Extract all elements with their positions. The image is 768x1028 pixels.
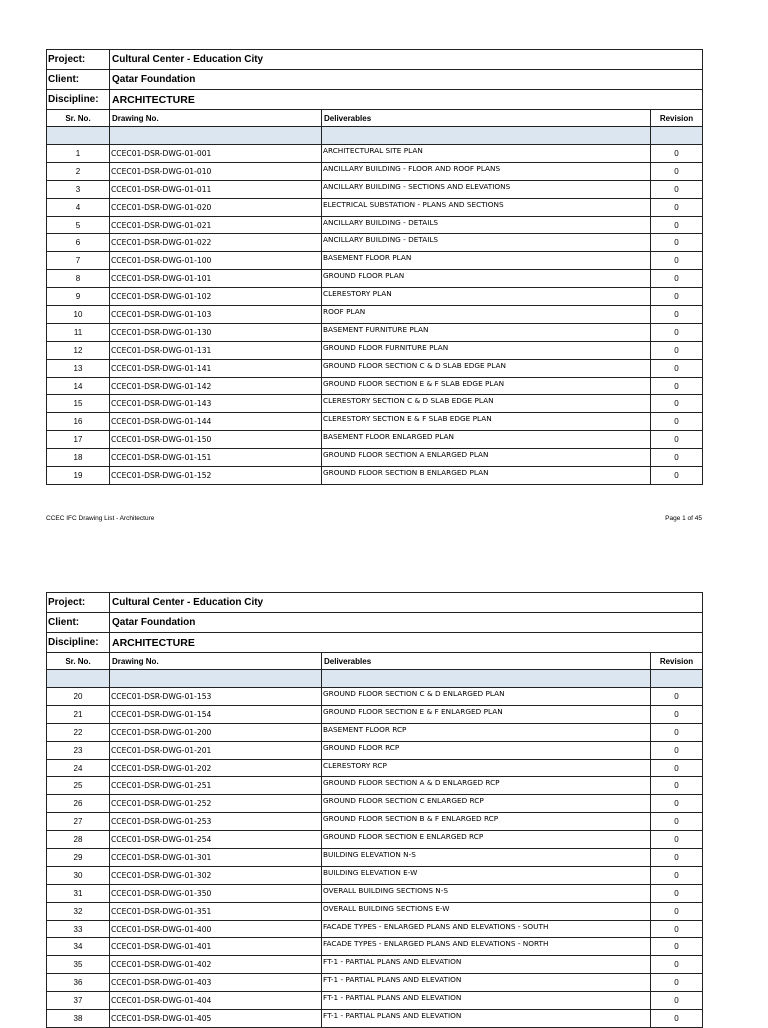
drawing-no-cell: CCEC01-DSR-DWG-01-144 — [110, 413, 322, 431]
table-row — [47, 956, 703, 974]
sr-no-cell: 11 — [47, 323, 110, 341]
table-row — [47, 252, 703, 270]
deliverable-cell: GROUND FLOOR SECTION E & F ENLARGED PLAN — [322, 705, 651, 723]
sr-no-cell: 2 — [47, 162, 110, 180]
table-row — [47, 145, 703, 163]
drawing-no-cell: CCEC01-DSR-DWG-01-130 — [110, 323, 322, 341]
table-row — [47, 849, 703, 867]
table-row — [47, 162, 703, 180]
drawing-no-cell: CCEC01-DSR-DWG-01-350 — [110, 884, 322, 902]
revision-cell: 0 — [651, 831, 703, 849]
sr-no-cell: 37 — [47, 992, 110, 1010]
table-row — [47, 974, 703, 992]
table-row — [47, 938, 703, 956]
drawing-no-cell: CCEC01-DSR-DWG-01-403 — [110, 974, 322, 992]
drawing-no-cell: CCEC01-DSR-DWG-01-400 — [110, 920, 322, 938]
deliverable-cell: GROUND FLOOR SECTION A & D ENLARGED RCP — [322, 777, 651, 795]
drawing-no-cell: CCEC01-DSR-DWG-01-103 — [110, 306, 322, 324]
drawing-no-cell: CCEC01-DSR-DWG-01-010 — [110, 162, 322, 180]
col-drawing-no: Drawing No. — [110, 110, 322, 127]
deliverable-cell: BUILDING ELEVATION N-S — [322, 849, 651, 867]
sr-no-cell: 36 — [47, 974, 110, 992]
drawing-list-page-1 — [46, 49, 702, 485]
deliverable-cell: BUILDING ELEVATION E-W — [322, 866, 651, 884]
table-row — [47, 831, 703, 849]
project-row — [47, 593, 703, 613]
revision-cell: 0 — [651, 723, 703, 741]
col-sr-no: Sr. No. — [47, 110, 110, 127]
table-row — [47, 449, 703, 467]
drawing-no-cell: CCEC01-DSR-DWG-01-011 — [110, 180, 322, 198]
drawing-no-cell: CCEC01-DSR-DWG-01-100 — [110, 252, 322, 270]
table-row — [47, 198, 703, 216]
column-header-row — [47, 110, 703, 127]
drawing-no-cell: CCEC01-DSR-DWG-01-102 — [110, 288, 322, 306]
col-revision: Revision — [651, 110, 703, 127]
sr-no-cell: 25 — [47, 777, 110, 795]
table-row — [47, 270, 703, 288]
revision-cell: 0 — [651, 180, 703, 198]
deliverable-cell: ANCILLARY BUILDING - SECTIONS AND ELEVATIONS — [322, 180, 651, 198]
col-drawing-no: Drawing No. — [110, 653, 322, 670]
sr-no-cell: 26 — [47, 795, 110, 813]
sr-no-cell: 1 — [47, 145, 110, 163]
table-row — [47, 705, 703, 723]
deliverable-cell: OVERALL BUILDING SECTIONS N-S — [322, 884, 651, 902]
table-row — [47, 467, 703, 485]
drawing-no-cell: CCEC01-DSR-DWG-01-153 — [110, 688, 322, 706]
discipline-value: ARCHITECTURE — [110, 90, 703, 110]
table-row — [47, 1010, 703, 1028]
sr-no-cell: 32 — [47, 902, 110, 920]
drawing-no-cell: CCEC01-DSR-DWG-01-143 — [110, 395, 322, 413]
revision-cell: 0 — [651, 992, 703, 1010]
client-row — [47, 613, 703, 633]
drawing-no-cell: CCEC01-DSR-DWG-01-301 — [110, 849, 322, 867]
sr-no-cell: 20 — [47, 688, 110, 706]
sr-no-cell: 22 — [47, 723, 110, 741]
revision-cell: 0 — [651, 1010, 703, 1028]
project-value: Cultural Center - Education City — [110, 50, 703, 70]
revision-cell: 0 — [651, 413, 703, 431]
drawing-no-cell: CCEC01-DSR-DWG-01-200 — [110, 723, 322, 741]
deliverable-cell: CLERESTORY SECTION C & D SLAB EDGE PLAN — [322, 395, 651, 413]
drawing-no-cell: CCEC01-DSR-DWG-01-252 — [110, 795, 322, 813]
revision-cell: 0 — [651, 795, 703, 813]
revision-cell: 0 — [651, 705, 703, 723]
table-row — [47, 234, 703, 252]
table-row — [47, 902, 703, 920]
deliverable-cell: FACADE TYPES - ENLARGED PLANS AND ELEVATIONS - SOUTH — [322, 920, 651, 938]
deliverable-cell: FACADE TYPES - ENLARGED PLANS AND ELEVATIONS - NORTH — [322, 938, 651, 956]
deliverable-cell: GROUND FLOOR SECTION C ENLARGED RCP — [322, 795, 651, 813]
deliverable-cell: ANCILLARY BUILDING - DETAILS — [322, 234, 651, 252]
revision-cell: 0 — [651, 777, 703, 795]
sr-no-cell: 24 — [47, 759, 110, 777]
drawing-no-cell: CCEC01-DSR-DWG-01-022 — [110, 234, 322, 252]
project-label: Project: — [47, 50, 110, 70]
deliverable-cell: GROUND FLOOR SECTION B ENLARGED PLAN — [322, 467, 651, 485]
sr-no-cell: 16 — [47, 413, 110, 431]
deliverable-cell: FT-1 - PARTIAL PLANS AND ELEVATION — [322, 992, 651, 1010]
sr-no-cell: 7 — [47, 252, 110, 270]
deliverable-cell: GROUND FLOOR RCP — [322, 741, 651, 759]
drawing-no-cell: CCEC01-DSR-DWG-01-001 — [110, 145, 322, 163]
discipline-label: Discipline: — [47, 90, 110, 110]
sr-no-cell: 19 — [47, 467, 110, 485]
revision-cell: 0 — [651, 849, 703, 867]
deliverable-cell: GROUND FLOOR SECTION A ENLARGED PLAN — [322, 449, 651, 467]
drawing-list-table — [46, 49, 703, 485]
deliverable-cell: FT-1 - PARTIAL PLANS AND ELEVATION — [322, 956, 651, 974]
deliverable-cell: BASEMENT FLOOR ENLARGED PLAN — [322, 431, 651, 449]
deliverable-cell: ELECTRICAL SUBSTATION - PLANS AND SECTIONS — [322, 198, 651, 216]
footer-document-title: CCEC IFC Drawing List - Architecture — [46, 515, 155, 522]
revision-cell: 0 — [651, 288, 703, 306]
sr-no-cell: 13 — [47, 359, 110, 377]
drawing-list-page-2 — [46, 592, 702, 1028]
revision-cell: 0 — [651, 866, 703, 884]
table-row — [47, 180, 703, 198]
revision-cell: 0 — [651, 162, 703, 180]
client-label: Client: — [47, 70, 110, 90]
sr-no-cell: 8 — [47, 270, 110, 288]
deliverable-cell: BASEMENT FLOOR PLAN — [322, 252, 651, 270]
revision-cell: 0 — [651, 431, 703, 449]
sr-no-cell: 4 — [47, 198, 110, 216]
deliverable-cell: GROUND FLOOR SECTION E ENLARGED RCP — [322, 831, 651, 849]
sr-no-cell: 15 — [47, 395, 110, 413]
table-row — [47, 431, 703, 449]
revision-cell: 0 — [651, 216, 703, 234]
project-row — [47, 50, 703, 70]
revision-cell: 0 — [651, 145, 703, 163]
drawing-no-cell: CCEC01-DSR-DWG-01-152 — [110, 467, 322, 485]
revision-cell: 0 — [651, 252, 703, 270]
deliverable-cell: GROUND FLOOR SECTION E & F SLAB EDGE PLAN — [322, 377, 651, 395]
discipline-value: ARCHITECTURE — [110, 633, 703, 653]
drawing-no-cell: CCEC01-DSR-DWG-01-101 — [110, 270, 322, 288]
revision-cell: 0 — [651, 688, 703, 706]
sr-no-cell: 30 — [47, 866, 110, 884]
drawing-no-cell: CCEC01-DSR-DWG-01-253 — [110, 813, 322, 831]
table-row — [47, 377, 703, 395]
drawing-no-cell: CCEC01-DSR-DWG-01-401 — [110, 938, 322, 956]
deliverable-cell: BASEMENT FLOOR RCP — [322, 723, 651, 741]
drawing-no-cell: CCEC01-DSR-DWG-01-142 — [110, 377, 322, 395]
table-row — [47, 288, 703, 306]
table-row — [47, 359, 703, 377]
table-row — [47, 413, 703, 431]
drawing-no-cell: CCEC01-DSR-DWG-01-150 — [110, 431, 322, 449]
drawing-no-cell: CCEC01-DSR-DWG-01-351 — [110, 902, 322, 920]
col-deliverables: Deliverables — [322, 653, 651, 670]
revision-cell: 0 — [651, 449, 703, 467]
discipline-label: Discipline: — [47, 633, 110, 653]
discipline-row — [47, 90, 703, 110]
sr-no-cell: 31 — [47, 884, 110, 902]
revision-cell: 0 — [651, 741, 703, 759]
sr-no-cell: 12 — [47, 341, 110, 359]
drawing-no-cell: CCEC01-DSR-DWG-01-151 — [110, 449, 322, 467]
project-label: Project: — [47, 593, 110, 613]
deliverable-cell: ANCILLARY BUILDING - FLOOR AND ROOF PLANS — [322, 162, 651, 180]
deliverable-cell: GROUND FLOOR PLAN — [322, 270, 651, 288]
table-row — [47, 920, 703, 938]
sr-no-cell: 5 — [47, 216, 110, 234]
col-sr-no: Sr. No. — [47, 653, 110, 670]
deliverable-cell: ROOF PLAN — [322, 306, 651, 324]
revision-cell: 0 — [651, 902, 703, 920]
drawing-no-cell: CCEC01-DSR-DWG-01-020 — [110, 198, 322, 216]
footer-page-number: Page 1 of 45 — [665, 515, 702, 522]
client-value: Qatar Foundation — [110, 613, 703, 633]
revision-cell: 0 — [651, 759, 703, 777]
revision-cell: 0 — [651, 956, 703, 974]
revision-cell: 0 — [651, 884, 703, 902]
deliverable-cell: CLERESTORY RCP — [322, 759, 651, 777]
deliverable-cell: OVERALL BUILDING SECTIONS E-W — [322, 902, 651, 920]
revision-cell: 0 — [651, 323, 703, 341]
blank-shaded-row — [47, 127, 703, 145]
revision-cell: 0 — [651, 198, 703, 216]
deliverable-cell: FT-1 - PARTIAL PLANS AND ELEVATION — [322, 974, 651, 992]
client-value: Qatar Foundation — [110, 70, 703, 90]
table-row — [47, 341, 703, 359]
revision-cell: 0 — [651, 813, 703, 831]
drawing-no-cell: CCEC01-DSR-DWG-01-021 — [110, 216, 322, 234]
revision-cell: 0 — [651, 974, 703, 992]
sr-no-cell: 6 — [47, 234, 110, 252]
drawing-no-cell: CCEC01-DSR-DWG-01-302 — [110, 866, 322, 884]
sr-no-cell: 17 — [47, 431, 110, 449]
drawing-no-cell: CCEC01-DSR-DWG-01-404 — [110, 992, 322, 1010]
column-header-row — [47, 653, 703, 670]
deliverable-cell: FT-1 - PARTIAL PLANS AND ELEVATION — [322, 1010, 651, 1028]
sr-no-cell: 29 — [47, 849, 110, 867]
drawing-list-table — [46, 592, 703, 1028]
sr-no-cell: 10 — [47, 306, 110, 324]
col-deliverables: Deliverables — [322, 110, 651, 127]
table-row — [47, 759, 703, 777]
blank-shaded-row — [47, 670, 703, 688]
table-row — [47, 866, 703, 884]
table-row — [47, 306, 703, 324]
sr-no-cell: 21 — [47, 705, 110, 723]
deliverable-cell: GROUND FLOOR SECTION C & D ENLARGED PLAN — [322, 688, 651, 706]
deliverable-cell: ARCHITECTURAL SITE PLAN — [322, 145, 651, 163]
table-row — [47, 813, 703, 831]
sr-no-cell: 3 — [47, 180, 110, 198]
revision-cell: 0 — [651, 920, 703, 938]
project-value: Cultural Center - Education City — [110, 593, 703, 613]
discipline-row — [47, 633, 703, 653]
col-revision: Revision — [651, 653, 703, 670]
sr-no-cell: 34 — [47, 938, 110, 956]
revision-cell: 0 — [651, 306, 703, 324]
revision-cell: 0 — [651, 377, 703, 395]
revision-cell: 0 — [651, 938, 703, 956]
sr-no-cell: 23 — [47, 741, 110, 759]
deliverable-cell: GROUND FLOOR SECTION C & D SLAB EDGE PLAN — [322, 359, 651, 377]
sr-no-cell: 28 — [47, 831, 110, 849]
drawing-no-cell: CCEC01-DSR-DWG-01-251 — [110, 777, 322, 795]
table-row — [47, 795, 703, 813]
deliverable-cell: CLERESTORY SECTION E & F SLAB EDGE PLAN — [322, 413, 651, 431]
revision-cell: 0 — [651, 341, 703, 359]
table-row — [47, 884, 703, 902]
drawing-no-cell: CCEC01-DSR-DWG-01-402 — [110, 956, 322, 974]
table-row — [47, 216, 703, 234]
revision-cell: 0 — [651, 270, 703, 288]
table-row — [47, 723, 703, 741]
table-row — [47, 992, 703, 1010]
drawing-no-cell: CCEC01-DSR-DWG-01-202 — [110, 759, 322, 777]
drawing-no-cell: CCEC01-DSR-DWG-01-141 — [110, 359, 322, 377]
sr-no-cell: 9 — [47, 288, 110, 306]
revision-cell: 0 — [651, 359, 703, 377]
sr-no-cell: 18 — [47, 449, 110, 467]
sr-no-cell: 33 — [47, 920, 110, 938]
revision-cell: 0 — [651, 234, 703, 252]
drawing-no-cell: CCEC01-DSR-DWG-01-154 — [110, 705, 322, 723]
table-row — [47, 688, 703, 706]
sr-no-cell: 38 — [47, 1010, 110, 1028]
sr-no-cell: 35 — [47, 956, 110, 974]
client-row — [47, 70, 703, 90]
deliverable-cell: GROUND FLOOR FURNITURE PLAN — [322, 341, 651, 359]
table-row — [47, 777, 703, 795]
sr-no-cell: 27 — [47, 813, 110, 831]
table-row — [47, 395, 703, 413]
drawing-no-cell: CCEC01-DSR-DWG-01-254 — [110, 831, 322, 849]
drawing-no-cell: CCEC01-DSR-DWG-01-201 — [110, 741, 322, 759]
deliverable-cell: GROUND FLOOR SECTION B & F ENLARGED RCP — [322, 813, 651, 831]
deliverable-cell: CLERESTORY PLAN — [322, 288, 651, 306]
drawing-no-cell: CCEC01-DSR-DWG-01-131 — [110, 341, 322, 359]
deliverable-cell: BASEMENT FURNITURE PLAN — [322, 323, 651, 341]
sr-no-cell: 14 — [47, 377, 110, 395]
drawing-no-cell: CCEC01-DSR-DWG-01-405 — [110, 1010, 322, 1028]
table-row — [47, 323, 703, 341]
revision-cell: 0 — [651, 395, 703, 413]
revision-cell: 0 — [651, 467, 703, 485]
client-label: Client: — [47, 613, 110, 633]
table-row — [47, 741, 703, 759]
deliverable-cell: ANCILLARY BUILDING - DETAILS — [322, 216, 651, 234]
